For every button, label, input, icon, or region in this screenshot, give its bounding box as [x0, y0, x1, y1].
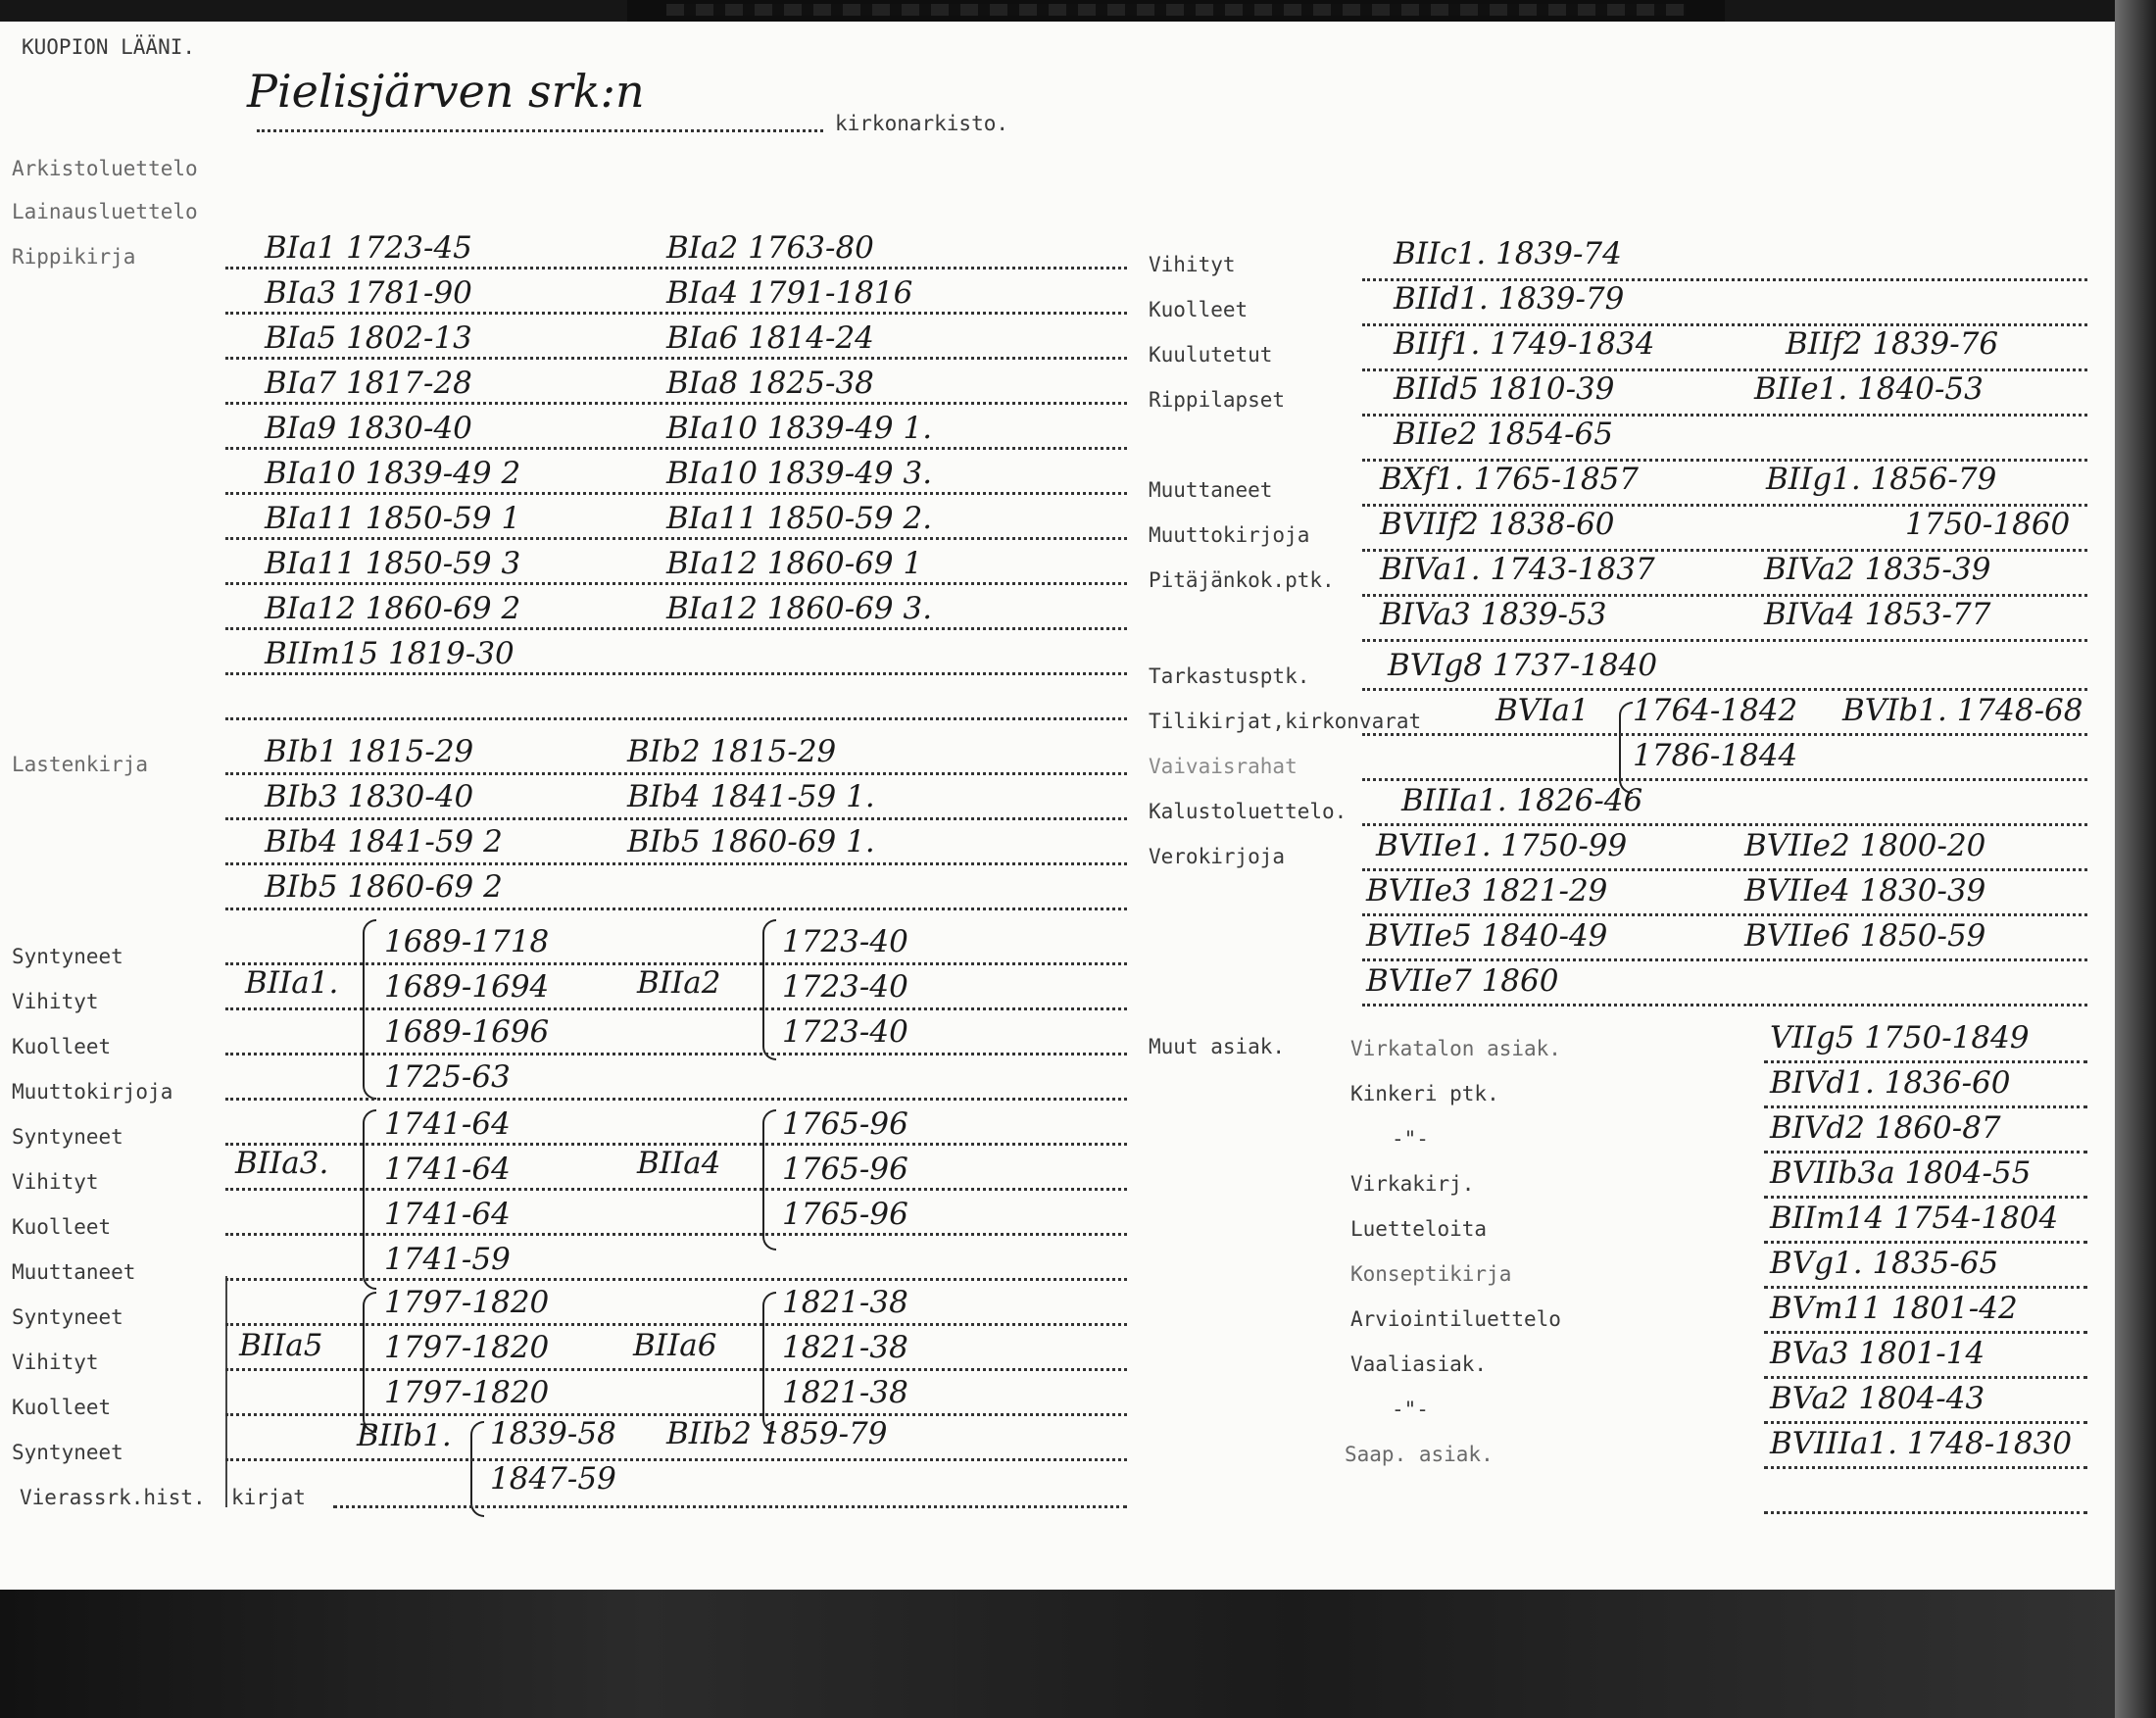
film-right-edge: [2115, 0, 2156, 1718]
muut-label: Arviointiluettelo: [1350, 1307, 1561, 1331]
dotted-leader: [225, 492, 1127, 495]
historia-code: BIIa2: [637, 965, 721, 1001]
historia-years: 1689-1694: [384, 969, 550, 1005]
historia-years: 1765-96: [782, 1197, 908, 1232]
lastenkirja-entry: BIb3 1830-40: [265, 779, 474, 814]
dotted-leader: [1362, 913, 2087, 916]
right-label: Muuttokirjoja: [1149, 523, 1310, 547]
historia-years: 1765-96: [782, 1152, 908, 1187]
right-entry: BVIb1. 1748-68: [1842, 693, 2083, 728]
historia-years: 1797-1820: [384, 1285, 550, 1320]
muut-label: Virkakirj.: [1350, 1172, 1475, 1196]
dotted-leader: [1362, 1004, 2087, 1006]
dotted-leader: [1362, 323, 2087, 326]
historia-years: 1741-64: [384, 1106, 511, 1142]
rippikirja-entry: BIa2 1763-80: [666, 230, 874, 266]
dotted-leader: [225, 1188, 1127, 1191]
label-muuttokirjoja: Muuttokirjoja: [12, 1080, 173, 1104]
muut-value: VIIg5 1750-1849: [1770, 1020, 2030, 1055]
right-entry: BVIIe6 1850-59: [1744, 918, 1986, 954]
dotted-leader: [1764, 1421, 2087, 1424]
label-vihityt: Vihityt: [12, 1350, 99, 1374]
right-label: Verokirjoja: [1149, 845, 1286, 868]
dotted-leader: [225, 772, 1127, 775]
rippikirja-entry: BIa6 1814-24: [666, 320, 874, 356]
dotted-leader: [225, 447, 1127, 450]
right-entry: BVIIe3 1821-29: [1366, 873, 1608, 908]
muut-value: BVIIb3a 1804-55: [1770, 1155, 2032, 1191]
label-syntyneet: Syntyneet: [12, 1125, 123, 1149]
bracket: [762, 919, 776, 1060]
rippikirja-entry: BIa8 1825-38: [666, 366, 874, 401]
dotted-leader: [225, 908, 1127, 910]
bracket: [363, 1292, 376, 1433]
muut-label: -"-: [1392, 1127, 1429, 1151]
dotted-leader: [1764, 1060, 2087, 1063]
right-label: Vaivaisrahat: [1149, 755, 1298, 778]
dotted-leader: [225, 1053, 1127, 1055]
historia-years: 1723-40: [782, 969, 908, 1005]
dotted-leader: [225, 962, 1127, 965]
dotted-leader: [225, 312, 1127, 315]
historia-years: 1723-40: [782, 1014, 908, 1050]
historia-code: BIIa6: [633, 1328, 717, 1363]
muut-value: BVg1. 1835-65: [1770, 1246, 1999, 1281]
parish-suffix: kirkonarkisto.: [835, 112, 1009, 135]
historia-years: 1741-59: [384, 1242, 511, 1277]
dotted-leader: [225, 1143, 1127, 1146]
right-entry: BVIg8 1737-1840: [1388, 648, 1658, 683]
rippikirja-entry: BIa12 1860-69 2: [265, 591, 521, 626]
dotted-leader: [225, 582, 1127, 585]
muut-value: BVa3 1801-14: [1770, 1336, 1985, 1371]
right-entry: BIIe2 1854-65: [1394, 417, 1614, 452]
right-label: Kuulutetut: [1149, 343, 1273, 367]
lastenkirja-entry: BIb5 1860-69 2: [265, 869, 503, 905]
muut-label: Vaaliasiak.: [1350, 1352, 1488, 1376]
dotted-leader: [1764, 1511, 2087, 1514]
lastenkirja-entry: BIb5 1860-69 1.: [627, 824, 875, 859]
dotted-leader: [333, 1505, 1127, 1508]
lastenkirja-entry: BIb4 1841-59 2: [265, 824, 503, 859]
dotted-leader: [1764, 1466, 2087, 1469]
lastenkirja-entry: BIb1 1815-29: [265, 734, 474, 769]
dotted-leader: [225, 357, 1127, 360]
archive-card: [0, 22, 2115, 1590]
rippikirja-entry: BIa11 1850-59 3: [265, 546, 521, 581]
label-syntyneet: Syntyneet: [12, 1305, 123, 1329]
rippikirja-entry: BIa3 1781-90: [265, 275, 472, 311]
right-label: Rippilapset: [1149, 388, 1286, 412]
rippikirja-entry: BIa5 1802-13: [265, 320, 472, 356]
rippikirja-entry: BIa7 1817-28: [265, 366, 472, 401]
rippikirja-entry: BIa11 1850-59 2.: [666, 501, 933, 536]
dotted-leader: [225, 1413, 1127, 1416]
right-entry: BIIf2 1839-76: [1786, 326, 1999, 362]
historia-years: 1741-64: [384, 1197, 511, 1232]
muut-value: BIVd2 1860-87: [1770, 1110, 2001, 1146]
dotted-leader: [1764, 1376, 2087, 1379]
dotted-leader: [225, 627, 1127, 630]
right-entry: BVIIe1. 1750-99: [1376, 828, 1628, 863]
right-label: Tarkastusptk.: [1149, 664, 1310, 688]
label-vihityt: Vihityt: [12, 990, 99, 1013]
right-label: Pitäjänkok.ptk.: [1149, 568, 1335, 592]
film-bottom-border: [0, 1590, 2156, 1718]
bracket: [470, 1421, 484, 1517]
historia-years: 1821-38: [782, 1375, 908, 1410]
dotted-leader: [225, 672, 1127, 675]
province-label: KUOPION LÄÄNI.: [22, 35, 196, 59]
left-column-rule: [225, 1276, 227, 1507]
muut-value: BIIm14 1754-1804: [1770, 1201, 2059, 1236]
dotted-leader: [225, 537, 1127, 540]
dotted-leader: [1764, 1286, 2087, 1289]
right-entry: BIIIa1. 1826-46: [1401, 783, 1643, 818]
bracket: [363, 1109, 376, 1290]
right-label: Kalustoluettelo.: [1149, 800, 1348, 823]
right-entry: BIVa4 1853-77: [1764, 597, 1991, 632]
dotted-leader: [225, 267, 1127, 270]
right-entry: 1786-1844: [1633, 738, 1798, 773]
historia-years: 1689-1696: [384, 1014, 550, 1050]
right-entry: BIId5 1810-39: [1394, 371, 1615, 407]
historia-years: 1821-38: [782, 1330, 908, 1365]
muut-value: BVIIIa1. 1748-1830: [1770, 1426, 2073, 1461]
rippikirja-entry: BIa12 1860-69 3.: [666, 591, 933, 626]
muut-value: BVm11 1801-42: [1770, 1291, 2018, 1326]
dotted-leader: [1362, 733, 2087, 736]
bracket: [762, 1109, 776, 1251]
dotted-leader: [1362, 594, 2087, 597]
label-lainausluettelo: Lainausluettelo: [12, 200, 198, 223]
rippikirja-entry: BIa10 1839-49 3.: [666, 456, 933, 491]
dotted-leader: [225, 402, 1127, 405]
label-vihityt: Vihityt: [12, 1170, 99, 1194]
right-label: Muuttaneet: [1149, 478, 1273, 502]
film-top-strip: [627, 0, 1725, 22]
historia-years: 1689-1718: [384, 924, 550, 959]
label-syntyneet: Syntyneet: [12, 1441, 123, 1464]
label-kirjat: kirjat: [231, 1486, 306, 1509]
right-entry: BIVa1. 1743-1837: [1380, 552, 1655, 587]
historia-years: 1797-1820: [384, 1375, 550, 1410]
right-entry: BIIf1. 1749-1834: [1394, 326, 1655, 362]
parish-name-handwritten: Pielisjärven srk:n: [247, 65, 645, 118]
historia-code: BIIa3.: [235, 1146, 329, 1181]
rippikirja-entry: BIa11 1850-59 1: [265, 501, 521, 536]
right-entry: BVIIe5 1840-49: [1366, 918, 1608, 954]
dotted-leader: [225, 862, 1127, 865]
historia-years: 1723-40: [782, 924, 908, 959]
historia-code: BIIa5: [239, 1328, 323, 1363]
right-entry: BVIIf2 1838-60: [1380, 507, 1615, 542]
parish-dotted-line: [257, 129, 823, 132]
label-rippikirja: Rippikirja: [12, 245, 136, 269]
historia-years: 1839-58: [490, 1416, 616, 1451]
muut-label: Konseptikirja: [1350, 1262, 1512, 1286]
right-entry: BIVa3 1839-53: [1380, 597, 1607, 632]
label-muuttaneet: Muuttaneet: [12, 1260, 136, 1284]
right-entry: 1764-1842: [1633, 693, 1798, 728]
right-entry: BVIIe2 1800-20: [1744, 828, 1986, 863]
right-entry: BVIIe4 1830-39: [1744, 873, 1986, 908]
dotted-leader: [225, 1233, 1127, 1236]
right-label: Tilikirjat,kirkonvarat: [1149, 710, 1422, 733]
dotted-leader: [1362, 778, 2087, 781]
dotted-leader: [1764, 1105, 2087, 1108]
dotted-leader: [1362, 639, 2087, 642]
historia-code: BIIa4: [637, 1146, 721, 1181]
historia-years: 1741-64: [384, 1152, 511, 1187]
right-entry: BIId1. 1839-79: [1394, 281, 1625, 317]
rippikirja-entry: BIIm15 1819-30: [265, 636, 514, 671]
rippikirja-entry: BIa10 1839-49 1.: [666, 411, 933, 446]
dotted-leader: [1362, 549, 2087, 552]
label-kuolleet: Kuolleet: [12, 1035, 112, 1058]
historia-years: 1765-96: [782, 1106, 908, 1142]
muut-label: Luetteloita: [1350, 1217, 1488, 1241]
dotted-leader: [1362, 368, 2087, 371]
rippikirja-entry: BIa10 1839-49 2: [265, 456, 521, 491]
right-entry: BVIa1: [1495, 693, 1590, 728]
dotted-leader: [1764, 1241, 2087, 1244]
historia-entry: BIIb2 1859-79: [666, 1416, 888, 1451]
dotted-leader: [1764, 1331, 2087, 1334]
dotted-leader: [225, 1458, 1127, 1461]
historia-years: 1725-63: [384, 1059, 511, 1095]
label-vierassrk: Vierassrk.hist.: [20, 1486, 206, 1509]
right-entry: BIIe1. 1840-53: [1754, 371, 1984, 407]
muut-value: BVa2 1804-43: [1770, 1381, 1985, 1416]
dotted-leader: [225, 717, 1127, 720]
muut-label: -"-: [1392, 1398, 1429, 1421]
rippikirja-entry: BIa12 1860-69 1: [666, 546, 923, 581]
historia-code: BIIb1.: [357, 1418, 452, 1453]
label-kuolleet: Kuolleet: [12, 1396, 112, 1419]
rippikirja-entry: BIa4 1791-1816: [666, 275, 913, 311]
dotted-leader: [225, 1278, 1127, 1281]
lastenkirja-entry: BIb4 1841-59 1.: [627, 779, 875, 814]
dotted-leader: [1362, 823, 2087, 826]
historia-code: BIIa1.: [245, 965, 339, 1001]
label-syntyneet: Syntyneet: [12, 945, 123, 968]
historia-years: 1821-38: [782, 1285, 908, 1320]
dotted-leader: [1362, 958, 2087, 961]
muut-value: BIVd1. 1836-60: [1770, 1065, 2011, 1101]
dotted-leader: [1362, 278, 2087, 281]
right-label: Muut asiak.: [1149, 1035, 1286, 1058]
right-entry: BIIc1. 1839-74: [1394, 236, 1622, 271]
dotted-leader: [1362, 504, 2087, 507]
muut-label: Kinkeri ptk.: [1350, 1082, 1499, 1105]
rippikirja-entry: BIa1 1723-45: [265, 230, 472, 266]
historia-years: 1847-59: [490, 1461, 616, 1497]
dotted-leader: [225, 1007, 1127, 1010]
right-entry: BVIIe7 1860: [1366, 963, 1559, 999]
lastenkirja-entry: BIb2 1815-29: [627, 734, 837, 769]
muut-label: Saap. asiak.: [1345, 1443, 1494, 1466]
label-kuolleet: Kuolleet: [12, 1215, 112, 1239]
dotted-leader: [1362, 459, 2087, 462]
dotted-leader: [225, 1323, 1127, 1326]
dotted-leader: [1362, 414, 2087, 417]
label-arkistoluettelo: Arkistoluettelo: [12, 157, 198, 180]
right-entry: BIVa2 1835-39: [1764, 552, 1991, 587]
dotted-leader: [225, 1098, 1127, 1101]
dotted-leader: [225, 817, 1127, 820]
right-entry: BXf1. 1765-1857: [1380, 462, 1640, 497]
right-entry: BIIg1. 1856-79: [1766, 462, 1997, 497]
dotted-leader: [1362, 868, 2087, 871]
label-lastenkirja: Lastenkirja: [12, 753, 149, 776]
dotted-leader: [1764, 1151, 2087, 1154]
rippikirja-entry: BIa9 1830-40: [265, 411, 472, 446]
muut-label: Virkatalon asiak.: [1350, 1037, 1561, 1060]
right-label: Vihityt: [1149, 253, 1236, 276]
historia-years: 1797-1820: [384, 1330, 550, 1365]
bracket: [762, 1292, 776, 1433]
dotted-leader: [1764, 1196, 2087, 1199]
dotted-leader: [1362, 688, 2087, 691]
right-label: Kuolleet: [1149, 298, 1249, 321]
right-entry: 1750-1860: [1905, 507, 2071, 542]
dotted-leader: [225, 1368, 1127, 1371]
